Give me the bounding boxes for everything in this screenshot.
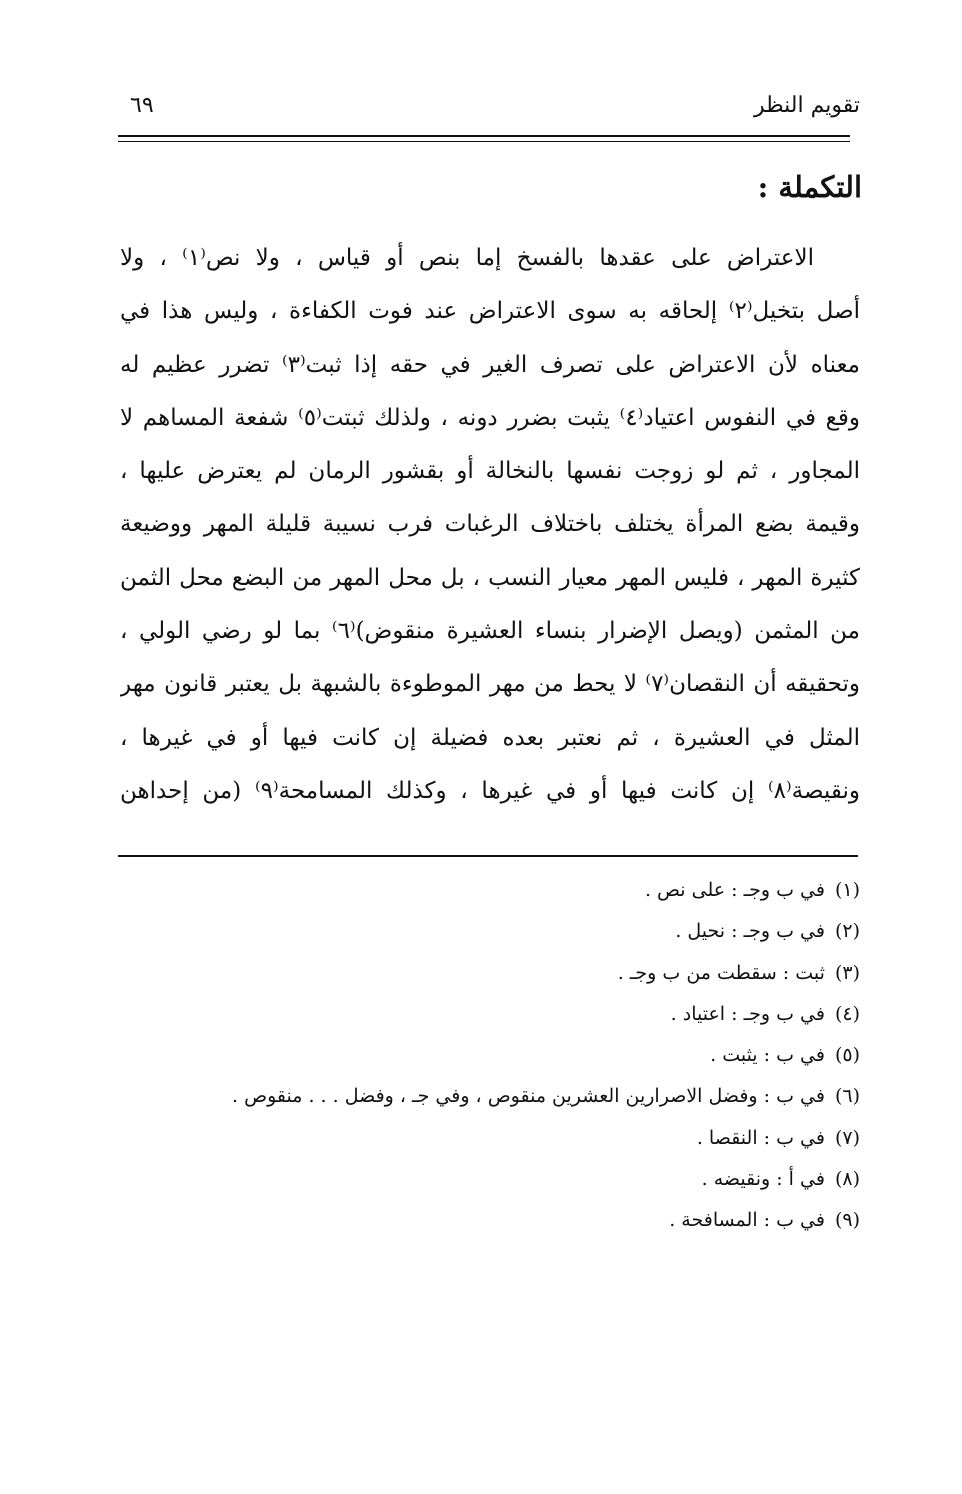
header-rule-thin bbox=[118, 141, 850, 142]
footnote-number: (٦) bbox=[834, 1085, 860, 1108]
body-line: الاعتراض على عقدها بالفسخ إما بنص أو قياس ، ولا نص⁽١⁾ ، ولا bbox=[120, 245, 814, 271]
body-line: أصل بتخيل⁽٢⁾ إلحاقه به سوى الاعتراض عند فوت الكفاءة ، وليس هذا في bbox=[120, 298, 860, 325]
footnote-item bbox=[120, 1200, 860, 1241]
footnote-text: في ب : المسافحة . bbox=[669, 1209, 825, 1232]
footnote-number: (٥) bbox=[834, 1044, 860, 1067]
footnote-separator bbox=[118, 855, 858, 857]
body-line: من المثمن (ويصل الإضرار بنساء العشيرة منقوض)⁽٦⁾ بما لو رضي الولي ، bbox=[120, 618, 860, 645]
footnote-number: (٩) bbox=[834, 1209, 860, 1232]
footnote-item bbox=[120, 994, 860, 1035]
footnote-number: (١) bbox=[834, 879, 860, 901]
footnote-number: (٢) bbox=[834, 920, 860, 943]
body-line: كثيرة المهر ، فليس المهر معيار النسب ، بل محل المهر من البضع محل الثمن bbox=[120, 564, 860, 591]
footnote-item bbox=[120, 953, 860, 994]
footnote-item bbox=[120, 1118, 860, 1159]
footnote-item bbox=[120, 870, 860, 911]
running-header-title: تقويم النظر bbox=[753, 93, 860, 118]
footnote-item bbox=[120, 1035, 860, 1076]
page-number: ٦٩ bbox=[130, 93, 154, 118]
body-line: ونقيصة⁽٨⁾ إن كانت فيها أو في غيرها ، وكذلك المسامحة⁽٩⁾ (من إحداهن bbox=[120, 777, 860, 804]
header-rule bbox=[118, 135, 850, 137]
footnotes-list bbox=[120, 870, 860, 1242]
footnote-number: (٤) bbox=[834, 1002, 860, 1025]
footnote-text: في ب : وفضل الاصرارين العشرين منقوص ، وفي جـ ، وفضل . . . منقوص . bbox=[232, 1085, 825, 1108]
footnote-text: في ب : يثبت . bbox=[710, 1044, 825, 1067]
body-line: المجاور ، ثم لو زوجت نفسها بالنخالة أو بقشور الرمان لم يعترض عليها ، bbox=[120, 458, 860, 485]
footnote-item bbox=[120, 1076, 860, 1117]
body-text bbox=[120, 232, 860, 818]
body-line: معناه لأن الاعتراض على تصرف الغير في حقه إذا ثبت⁽٣⁾ تضرر عظيم له bbox=[120, 351, 860, 378]
footnote-text: في أ : ونقيضه . bbox=[701, 1168, 825, 1191]
footnote-number: (٣) bbox=[834, 961, 860, 984]
footnote-item bbox=[120, 1159, 860, 1200]
footnote-text: في ب وجـ : على نص . bbox=[644, 879, 825, 901]
footnote-number: (٧) bbox=[834, 1126, 860, 1149]
footnote-text: في ب : النقصا . bbox=[696, 1126, 825, 1149]
footnote-text: في ب وجـ : نحيل . bbox=[675, 920, 825, 943]
body-line: المثل في العشيرة ، ثم نعتبر بعده فضيلة إن كانت فيها أو في غيرها ، bbox=[120, 724, 860, 751]
footnote-text: في ب وجـ : اعتياد . bbox=[670, 1002, 825, 1025]
body-line: وقع في النفوس اعتياد⁽٤⁾ يثبت بضرر دونه ، ولذلك ثبتت⁽٥⁾ شفعة المساهم لا bbox=[120, 404, 860, 431]
body-line: وقيمة بضع المرأة يختلف باختلاف الرغبات فرب نسيبة قليلة المهر ووضيعة bbox=[120, 511, 860, 538]
footnote-item bbox=[120, 911, 860, 952]
footnote-text: ثبت : سقطت من ب وجـ . bbox=[617, 961, 825, 984]
body-line: وتحقيقه أن النقصان⁽٧⁾ لا يحط من مهر الموطوءة بالشبهة بل يعتبر قانون مهر bbox=[120, 671, 860, 698]
footnote-number: (٨) bbox=[834, 1168, 860, 1191]
section-heading: التكملة : bbox=[757, 170, 862, 204]
